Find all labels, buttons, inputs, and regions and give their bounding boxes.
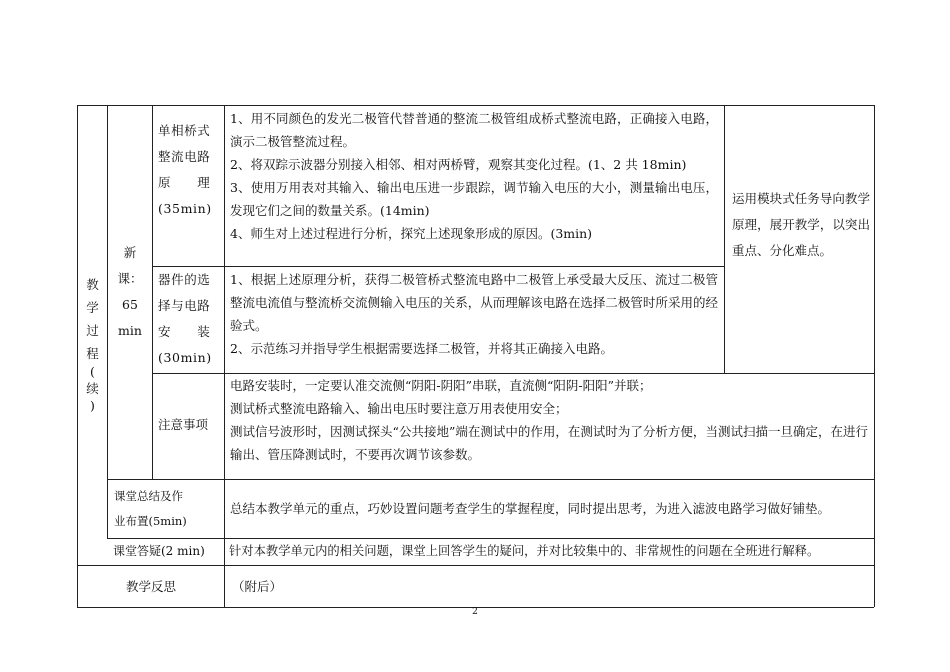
qa-label: 课堂答疑(2 min) [113,544,205,558]
qa-text: 针对本教学单元内的相关问题，课堂上回答学生的疑问，并对比较集中的、非常规性的问题在全班进行解释。 [229,544,820,558]
section-label [78,273,107,413]
topic-title-line: (30min) [158,350,212,365]
step-text: 1、用不同颜色的发光二极管代替普通的整流二极管组成桥式整流电路，正确接入电路，演示二极管整流过程。 [230,111,718,149]
new-lesson-line: 65 [122,297,138,312]
summary-label-line: 业布置(5min) [114,514,187,528]
new-lesson-line: min [118,323,142,338]
step-text: 测试信号波形时，因测试探头“公共接地”端在测试中的作用，在测试时为了分析方便，当测试扫描一旦确定，在进行输出、管压降测试时，不要再次调节该参数。 [230,424,868,462]
topic-steps-principle [230,107,718,245]
step-text: 2、将双踪示波器分别接入相邻、相对两桥臂，观察其变化过程。(1、2 共 18min) [230,157,687,172]
topic-title-line: (35min) [158,201,212,216]
section-label-char: 续 [86,381,99,396]
topic-title-line: 注意事项 [158,417,209,432]
section-label-char: 教 [86,277,99,292]
topic-title-principle [158,118,218,222]
step-text: 电路安装时，一定要认准交流侧“阴阳-阴阳”串联，直流侧“阳阴-阳阳”并联； [230,378,652,393]
section-label-char: 过 [86,323,99,338]
topic-steps-components [230,268,718,360]
summary-text: 总结本教学单元的重点，巧妙设置问题考查学生的掌握程度，同时提出思考，为进入滤波电路学习做好铺垫。 [230,501,831,516]
reflection-label: 教学反思 [125,579,176,594]
step-text: 4、师生对上述过程进行分析，探究上述现象形成的原因。(3min) [230,226,593,241]
reflection-text: （附后） [232,579,283,594]
topic-title-notes [158,413,222,436]
topic-title-line: 原 理 [158,175,211,190]
topic-title-line: 整流电路 [158,149,211,164]
section-label-char: 程 [86,346,99,361]
new-lesson-line: 新 [123,245,137,260]
topic-title-components [158,267,218,371]
step-text: 1、根据上述原理分析，获得二极管桥式整流电路中二极管上承受最大反压、流过二极管整流电流值与整流桥交流侧输入电压的关系，从而理解该电路在选择二极管时所采用的经验式。 [230,272,718,333]
summary-label-line: 课堂总结及作 [114,489,183,503]
topic-steps-notes [230,374,868,466]
topic-title-line: 择与电路 [158,298,211,313]
page-number: 2 [472,607,478,617]
step-text: 2、示范练习并指导学生根据需要选择二极管，并将其正确接入电路。 [230,341,613,356]
new-lesson-label [108,240,152,344]
section-label-char: ( [90,364,95,379]
topic-title-line: 单相桥式 [158,123,211,138]
topic-title-line: 器件的选 [158,272,211,287]
topic-title-line: 安 装 [158,324,211,339]
step-text: 测试桥式整流电路输入、输出电压时要注意万用表使用安全； [230,401,568,416]
section-label-char: 学 [86,300,99,315]
summary-label [114,484,222,534]
teaching-method-note: 运用模块式任务导向教学原理，展开教学，以突出重点、分化难点。 [732,191,870,258]
section-label-char: ) [90,398,95,413]
step-text: 3、使用万用表对其输入、输出电压进一步跟踪，调节输入电压的大小，测量输出电压，发现它们之间的数量关系。(14min) [230,180,718,218]
new-lesson-line: 课： [117,271,143,286]
